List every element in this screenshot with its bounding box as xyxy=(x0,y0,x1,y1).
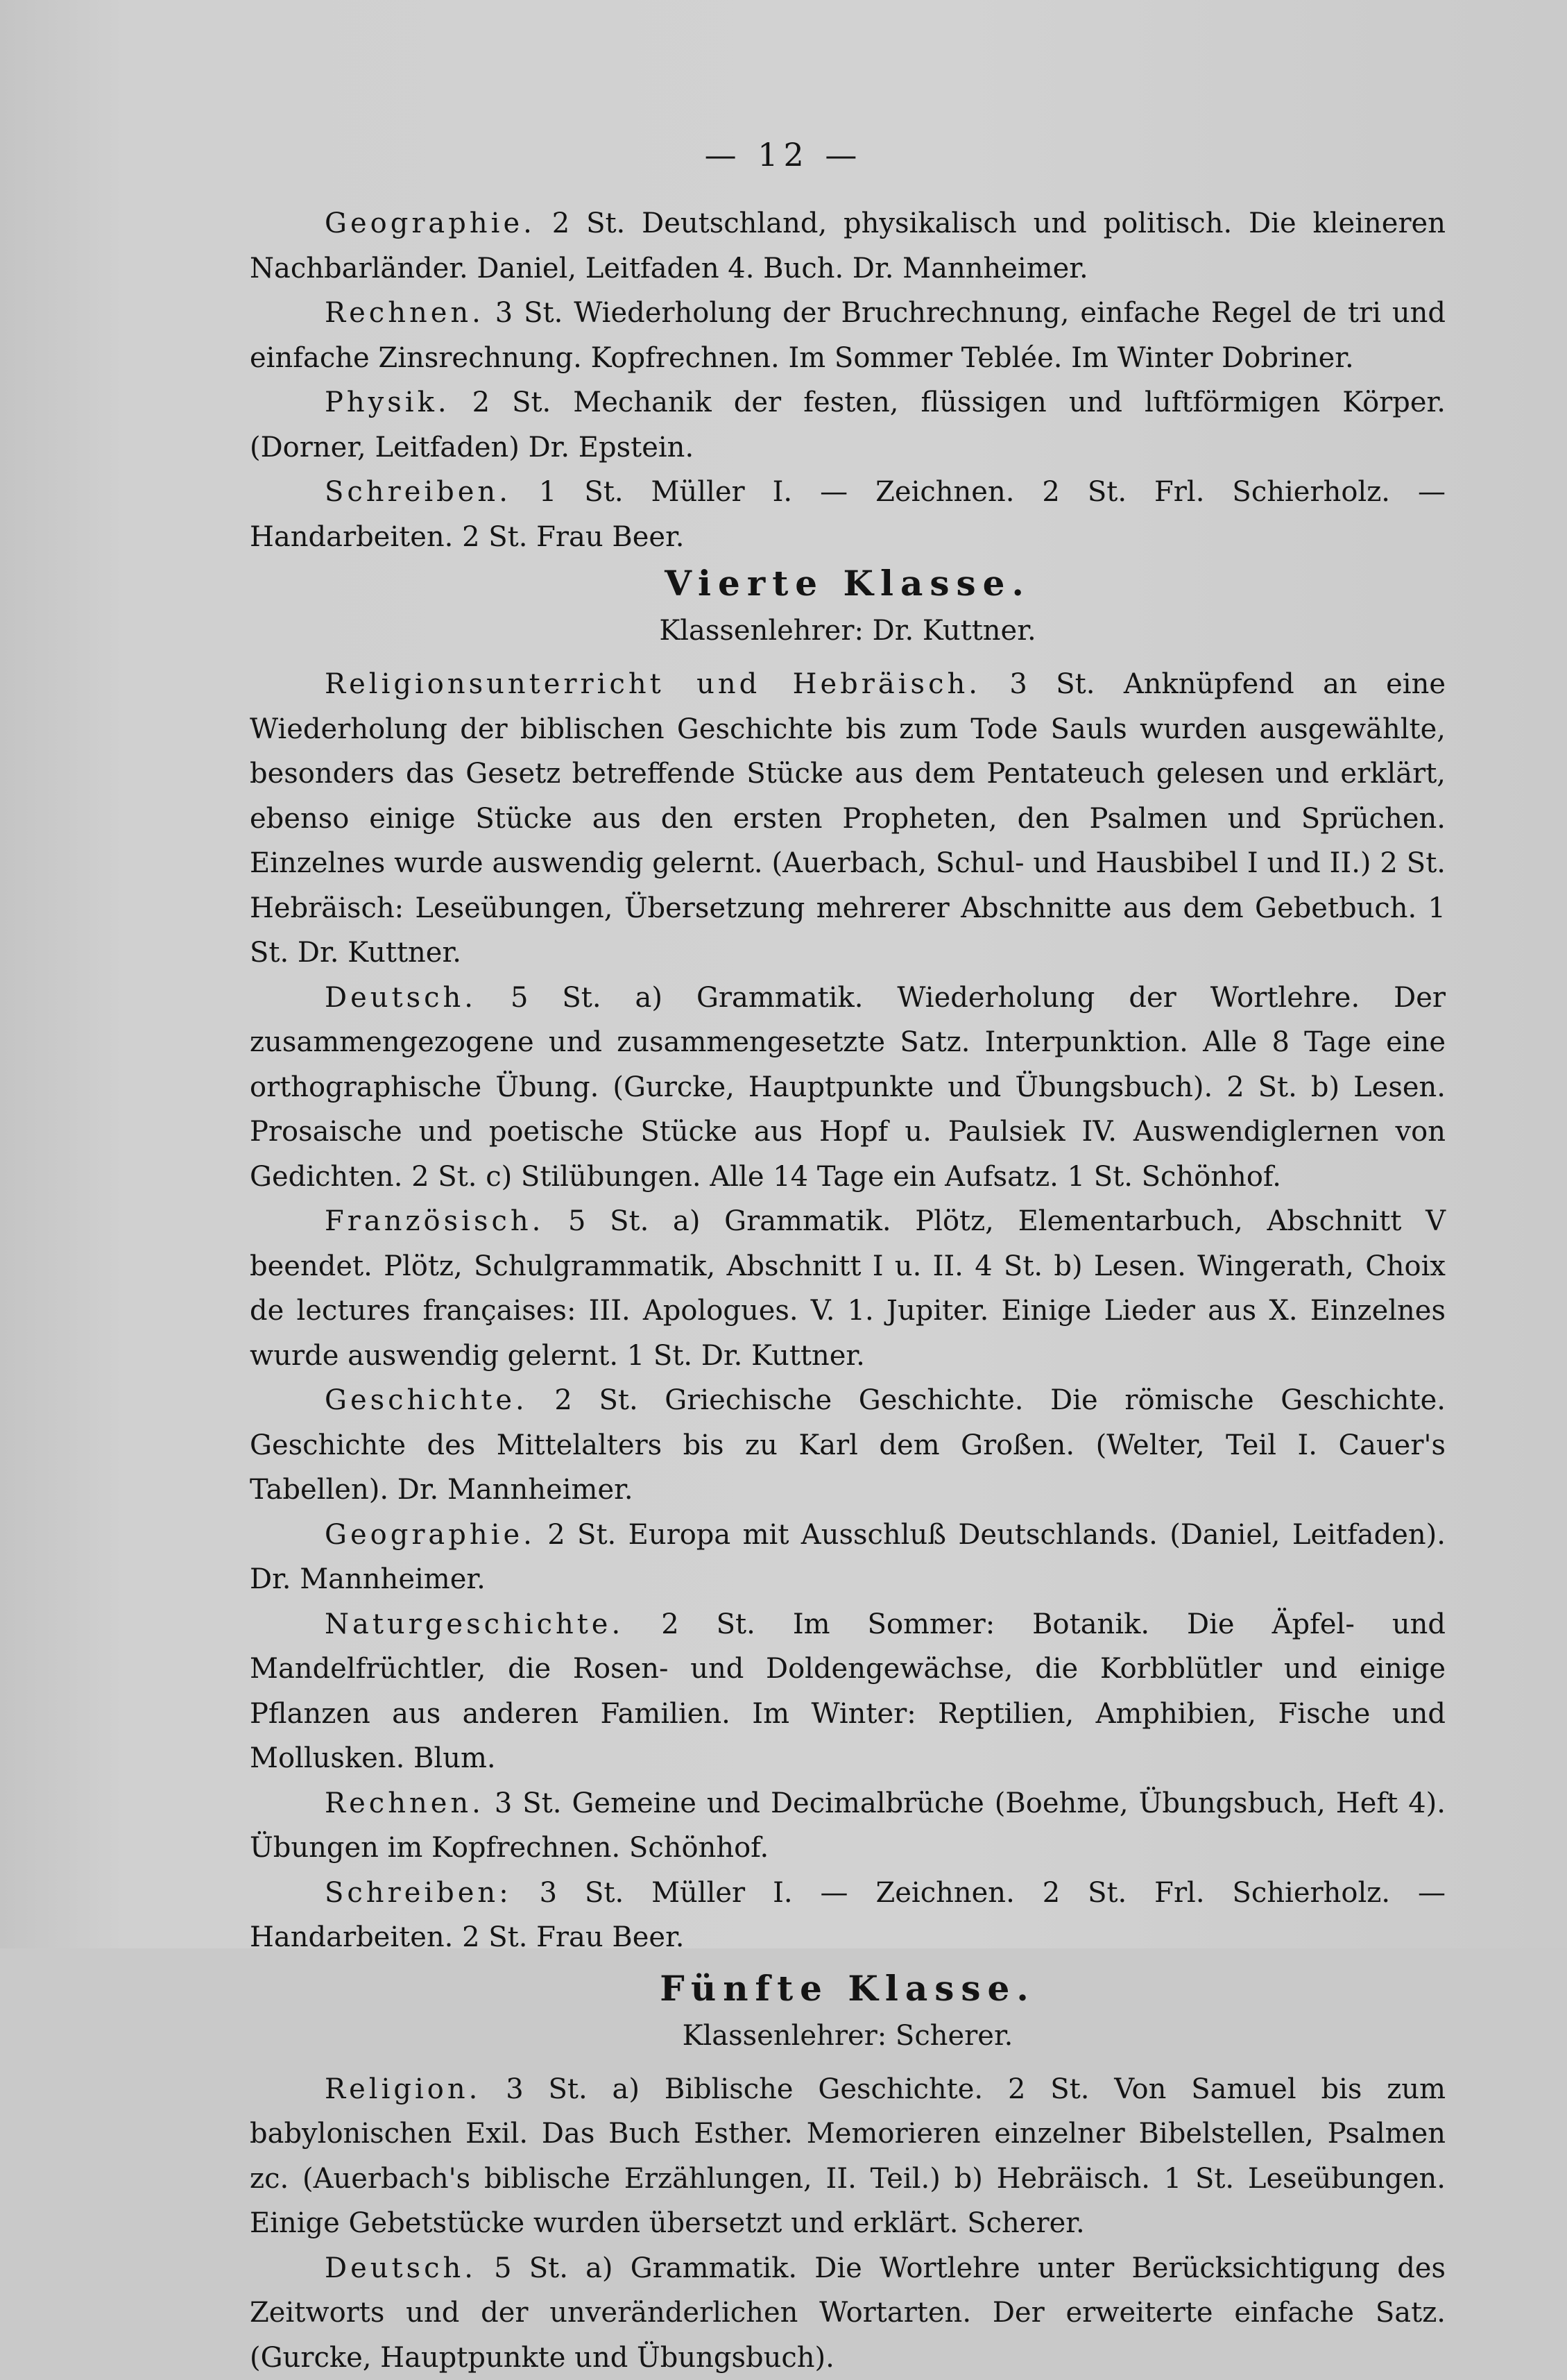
subject-description: 2 St. Deutschland, physikalisch und politisch. Die kleineren Nachbarländer. Daniel, Leitfaden 4. Buch. Dr. Mannheimer. xyxy=(250,207,1446,284)
class-teacher-fuenfte-klasse: Klassenlehrer: Scherer. xyxy=(250,2013,1446,2059)
subject-name: Rechnen. xyxy=(325,297,484,329)
subject-name: Französisch. xyxy=(325,1205,544,1237)
subject-name: Physik. xyxy=(325,386,450,418)
subject-paragraph xyxy=(250,662,1446,976)
subject-description: 5 St. a) Grammatik. Die Wortlehre unter Berücksichtigung des Zeitworts und der unveränderlichen Wortarten. Der erweiterte einfache Satz. (Gurcke, Hauptpunkte und Übungsbuch). xyxy=(250,2252,1446,2374)
subject-name: Geographie. xyxy=(325,1519,536,1551)
subject-description: 3 St. Müller I. — Zeichnen. 2 St. Frl. Schierholz. — Handarbeiten. 2 St. Frau Beer. xyxy=(250,1877,1446,1954)
subject-name: Geographie. xyxy=(325,207,536,239)
page-number: — 12 — xyxy=(0,136,1567,173)
subject-paragraph xyxy=(250,380,1446,470)
subject-description: 2 St. Mechanik der festen, flüssigen und luftförmigen Körper. (Dorner, Leitfaden) Dr. Epstein. xyxy=(250,386,1446,464)
subject-paragraph xyxy=(250,470,1446,559)
subject-paragraph xyxy=(250,1513,1446,1602)
subject-name: Deutsch. xyxy=(325,2252,477,2284)
subject-description: 3 St. Gemeine und Decimalbrüche (Boehme, Übungsbuch, Heft 4). Übungen im Kopfrechnen. Schönhof. xyxy=(250,1787,1446,1864)
subject-description: 1 St. Müller I. — Zeichnen. 2 St. Frl. Schierholz. — Handarbeiten. 2 St. Frau Beer. xyxy=(250,476,1446,553)
subject-paragraph xyxy=(250,201,1446,291)
section-heading-fuenfte-klasse: Fünfte Klasse. xyxy=(250,1964,1446,2013)
paragraphs-vierte-klasse xyxy=(250,662,1446,1960)
subject-description: 2 St. Europa mit Ausschluß Deutschlands. (Daniel, Leitfaden). Dr. Mannheimer. xyxy=(250,1519,1446,1596)
subject-paragraph xyxy=(250,2246,1446,2380)
subject-name: Schreiben. xyxy=(325,476,511,508)
subject-description: 3 St. Wiederholung der Bruchrechnung, einfache Regel de tri und einfache Zinsrechnung. Kopfrechnen. Im Sommer Teblée. Im Winter Dobriner. xyxy=(250,297,1446,374)
subject-paragraph xyxy=(250,291,1446,380)
page-content xyxy=(250,201,1446,2380)
subject-name: Religion. xyxy=(325,2073,481,2105)
subject-name: Schreiben: xyxy=(325,1877,512,1909)
subject-name: Religionsunterricht und Hebräisch. xyxy=(325,668,981,700)
subject-description: 2 St. Im Sommer: Botanik. Die Äpfel- und Mandelfrüchtler, die Rosen- und Doldengewächse, die Korbblütler und einige Pflanzen aus anderen Familien. Im Winter: Reptilien, Amphibien, Fische und Mollusken. Blum. xyxy=(250,1608,1446,1775)
subject-paragraph xyxy=(250,1602,1446,1781)
paragraphs-third-class-end xyxy=(250,201,1446,559)
subject-paragraph xyxy=(250,976,1446,1200)
class-teacher-vierte-klasse: Klassenlehrer: Dr. Kuttner. xyxy=(250,608,1446,654)
subject-description: 3 St. Anknüpfend an eine Wiederholung der biblischen Geschichte bis zum Tode Sauls wurden ausgewählte, besonders das Gesetz betreffende Stücke aus dem Pentateuch gelesen und erklärt, ebenso einige Stücke aus den ersten Propheten, den Psalmen und Sprüchen. Einzelnes wurde auswendig gelernt. (Auerbach, Schul- und Hausbibel I und II.) 2 St. Hebräisch: Leseübungen, Übersetzung mehrerer Abschnitte aus dem Gebetbuch. 1 St. Dr. Kuttner. xyxy=(250,668,1446,969)
section-heading-vierte-klasse: Vierte Klasse. xyxy=(250,559,1446,608)
subject-description: 5 St. a) Grammatik. Wiederholung der Wortlehre. Der zusammengezogene und zusammengesetzte Satz. Interpunktion. Alle 8 Tage eine orthographische Übung. (Gurcke, Hauptpunkte und Übungsbuch). 2 St. b) Lesen. Prosaische und poetische Stücke aus Hopf u. Paulsiek IV. Auswendiglernen von Gedichten. 2 St. c) Stilübungen. Alle 14 Tage ein Aufsatz. 1 St. Schönhof. xyxy=(250,982,1446,1193)
subject-paragraph xyxy=(250,1781,1446,1871)
subject-paragraph xyxy=(250,2067,1446,2246)
subject-name: Naturgeschichte. xyxy=(325,1608,624,1640)
subject-paragraph xyxy=(250,1378,1446,1513)
subject-name: Deutsch. xyxy=(325,982,477,1014)
paragraphs-fuenfte-klasse xyxy=(250,2067,1446,2380)
subject-name: Rechnen. xyxy=(325,1787,484,1819)
subject-description: 2 St. Griechische Geschichte. Die römische Geschichte. Geschichte des Mittelalters bis zu Karl dem Großen. (Welter, Teil I. Cauer's Tabellen). Dr. Mannheimer. xyxy=(250,1384,1446,1506)
subject-paragraph xyxy=(250,1871,1446,1960)
subject-description: 5 St. a) Grammatik. Plötz, Elementarbuch, Abschnitt V beendet. Plötz, Schulgrammatik, Abschnitt I u. II. 4 St. b) Lesen. Wingerath, Choix de lectures françaises: III. Apologues. V. 1. Jupiter. Einige Lieder aus X. Einzelnes wurde auswendig gelernt. 1 St. Dr. Kuttner. xyxy=(250,1205,1446,1372)
subject-description: 3 St. a) Biblische Geschichte. 2 St. Von Samuel bis zum babylonischen Exil. Das Buch Esther. Memorieren einzelner Bibelstellen, Psalmen zc. (Auerbach's biblische Erzählungen, II. Teil.) b) Hebräisch. 1 St. Leseübungen. Einige Gebetstücke wurden übersetzt und erklärt. Scherer. xyxy=(250,2073,1446,2240)
subject-paragraph xyxy=(250,1199,1446,1378)
subject-name: Geschichte. xyxy=(325,1384,528,1416)
